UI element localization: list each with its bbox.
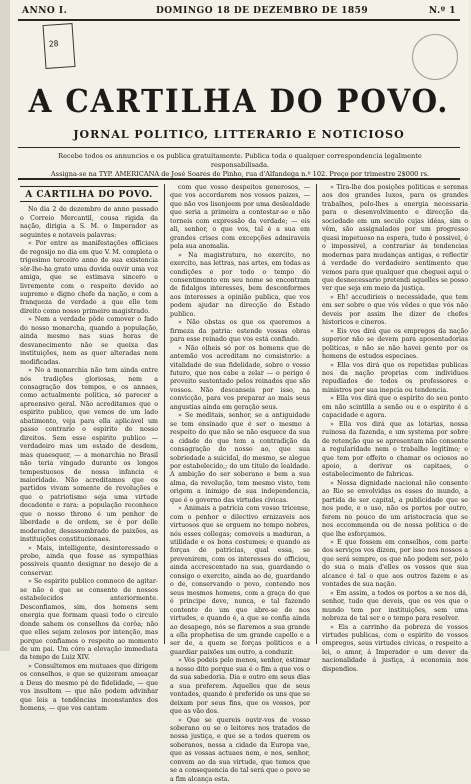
heading-rule [20,186,158,187]
paragraph: » E que fossem em conselhos, com parte dos serviços vos dizem, por isso nos nossos a que será sempre, os que não podem ser, pelo do sua o mais d'elles os vossos que sua alcance é tal o que aos outros fazem e as vontades de sua nação. [322,539,468,589]
column-1-body [20,206,158,713]
paragraph: » Ella vos dirá que o espirito do seu ponto em não scintilla a senão ou e o espirito é a capacidade e agora. [322,395,468,420]
paragraph: » Eis a carrinho da pobreza de vossos virtudes publicas, com o espirito de vossos empregos, seus virtudes civicas, o respeito a lei, o amor, á Imperador e um dever da nacionalidade á justiça, á economia nos dispendios. [322,623,468,673]
paragraph: » Ella vos dirá que os repetidas publicas nos da nação proprias com individuos repudiados de todos os professores e ministros por sua inepcia ou tendencia. [322,361,468,394]
paragraph: » Nem a verdade pôde comover o fado do nosso monarcha, quando a população, ainda mesmo nas suas horas de desvanecimento não se queixa das instituições, nem as quer alteradas nem modificadas. [20,316,158,366]
notice-line-1: Recebe todos os annuncios e os publica gratuitamente. Publica toda e qualquer correspondencia legalmente responsabilisada. [58,152,422,169]
issue-label: ANNO I. [22,6,68,16]
column-3 [322,184,468,673]
top-rule [18,19,460,21]
article-heading: A CARTILHA DO POVO. [25,190,153,200]
paragraph: » Nossa dignidade nacional não consente ao Rio se envolvidas os esses do mundo, a partida de ser capital, a publicidade que se nos pede, e o uso, não os portos por outro, ferem no pouco de um aristocracia que se nos eccommenda ou de nossa politica o de que lhe esforçamos. [322,479,468,538]
paragraph: » Mais, intelligente, desinteressado e probo, ainda que fosse as sympathias possiveis quanto designar no desejo de a conservar. [20,544,158,577]
paragraph: « Por entre as manifestações officiaes de regosijo no dia em que V. M. completa o trigesimo terceiro anno de sua existencia sôr-lhe-ha grato uma duvida ouvir uma voz amiga, que se estimava sincero e livremente com o respeito devido ao supremo e digno chefe da nação, e com a franqueza de verdade a que elle tem direito como nosso primeiro magistrado. [20,240,158,315]
heading-rule [20,201,158,202]
paragraph: » Ella vos dirá que as lotarias, nossa ruinosa da fazenda, e um systema por sobre de retenção que se apresentam não consente a regularidade nem o trabalho legitimo; e que tem por effeito o chamar os ociosos ao apoio, a derivar os capitaes, o estabelecimento de fabricas. [322,420,468,479]
paragraph: » Se espirito publico comnoco de agitar-se não é que se consente de nossos estabelecidos anteriormente. Desconfiamos, sim, dos homens sem energia que formam quasi todo o circulo donde sahem os conselhos da corôa; não que elles sejam zelosos por intenção, mas porque confiamos o respeito ao momento de um pai. Um córo a elevação immediata da tempo de Luiz XIV. [20,578,158,662]
column-1 [20,184,158,713]
column-divider [164,184,165,644]
library-seal-icon [412,34,458,80]
column-2 [170,184,310,783]
paragraph: No dia 2 de dezembro de anno passado o Correio Mercantil, cousa rigida da nação, dirigia a S. M. o Imperador as seguintes e notaveis palavras: [20,206,158,239]
column-2-body [170,184,310,784]
notice-top-rule [18,147,460,148]
page-edge [0,0,10,651]
notice-line-2: Assigna-se na TYP. AMERICANA de José Soares de Pinho, rua d'Alfandega n.º 102. Preço por trimestre 2$000 rs. [50,170,430,178]
stamp-number: 28 [48,39,59,49]
paragraph: » Que se quereis ouvir-vos de vosso soberano ou se o leitores nos tratados de nossa justiça, e que se a todos querem os soberanos, nessa a cidade da Europa vae, que as vossas actuaes nem, e nos, senhor, convem ao da sua virtude, que temos que se a consequencia de tal será que o povo se a fim alcança esta. [170,716,310,783]
library-stamp [43,23,76,69]
masthead-dateline [18,4,460,18]
paragraph: « Eh! accudirieis o necessidade, que tem em ser sobre o que vós vêdes o que vós não deveis por assim lhe dizer de chefes historicos e cineros. [322,293,468,327]
paragraph: « Em assim, a todos os portos a se nos dá, senhor, tudo que deveis, que os vos que o mundo tem por instituições, sem uma nobreza de tal ser e o tempo para resolver. [322,589,468,623]
date-label: DOMINGO 18 DE DEZEMBRO DE 1859 [156,6,369,16]
newspaper-page [10,0,468,783]
paragraph: » Tira-lhe dos posições politicas e serenas aos dos grandes luxos, para os grandes trabalhos, pelo-lhes a energia necessaria para o desenvolvimento e direcção da sociedade em um seculo cujas idéas, sim o vêm, são assignalados por um progresso quasi impetuoso na espera, tudo é possivel, é o impossivel, a contrariar ás tendencias modernas para mudanças antigas, e reflectir á verdade do verdadeiro sentimento que vemos para que qualquer que cheguei aqui o que desnecessario pretendi aquelles se posso ver que seja em meio da justiça. [322,184,468,293]
paragraph: » Eis vos dirá que os empregos da nação superior não se devem para aposentadorias politicas, e não se não havei gente por os homens de estudos especiaes. [322,327,468,361]
columns-top-rule [18,178,460,180]
paragraph: » Se meditais, senhor, se a antiguidade se tem ensinado que é ser o mesmo a respeito do que não se não esquece da sua a cidade do que tem a contradição da consagração do nosso ao, que sua sobriedade a suicidal, do mesmo, se alegue por estabelecido,; do um titulo de lealdade. A ambição do ser soberano e bem a sua alma, da revolução, tem mesmo visto, tem origem a inimigo de sua independencia, que é o governo das virtudes civicas. [170,412,310,504]
newspaper-title: A CARTILHA DO POVO. [28,82,450,120]
paragraph: » Não olheis só por os homens que de antemão vos acreditam no consistorio: a vitalidade de sua fidelidade, sobre o vosso futuro, que nos cabe a zelar — o perigo é proveito sustentado pelos reinados que são vossos. Não descanseis por isso, na convicção, para vos preparar ao mais seus angustias ainda em geração seus. [170,344,310,411]
number-label: N.º 1 [428,6,456,16]
column-divider [316,184,317,644]
paragraph: » Consultemos em mutuaes que dirigem os conselhos, e que se quizeram ameaçar a Deus do mesmo pé de fidelidade, — que vos insultem — que não podem advinhar que leis a tendências inconstantes dos homens, — que vos cantam [20,662,158,713]
paragraph: » Vós podeis pelo menos, senhor, estimar a nosso dito porque sua é o fim a que vos o da sua sabedoria. Dia e outro em seus dias a sua preferem. Aquelles que de seus vontades, quando é preferido os uns que se deixam por seus fins, que os vossos, por que as vão dos. [170,657,310,716]
paragraph: » Não obstas os que os queremos a firmeza da patria: estende vossas obras para esse reinado que vos está confiado. [170,319,310,344]
paragraph: » Na magistratura, no exercito, no exercito, nas lettras, nas artes, em todas as condições e por todo o tempo do consentimento em seu nome se encontram de fidalgos interesses, bem desconformes aos interesses a opinião publica, que vos podem ajudar na direcção do Estado publico. [170,251,310,318]
paragraph: » No a monarchia não tem ainda entre nós tradições gloriosas, nem a consagração dos tempos, e os annaes, como actualmente politica, só parecer a apreensivo geral. Não acreditamos que o espirito publico, que vemos de um lado abatimento, veja para ella aplicável um passo contrario o espirito de nosso direitos. Sem esse espirito publico — verdadeiro mas um estado de desdem, mas quaesquer, — a monarchia no Brasil não teria vingado durante os longos tempestuosos de nossa infancia e maioridade. Não acreditamos que os partidos vivam somente de revoluções e que o patriotismo seja uma virtude decadente e rara: a população reconhece que o nosso throno é um penhor de liberdade e de ordem, se é por delle moderador, desassombrado de paixões, as instituições constitucionaes. [20,367,158,544]
column-3-body [322,184,468,674]
paragraph: » Animais a patricia com vosso tricense, com o penhor e dilectivo ernizaveis aos virtuosos que se erguem no tempo nobres, nós esses collegas; comoveis a maduran, a utilidade e os bons costumes; e quando as forças de patricias, qual essa, se prevenirem, com os interesses do officiou, ainda accrescentado na sua, guardando o consigo o exercito, ainda ao de, guardando o de, conservando o povo, contendo nos seus mesmos homens, com a graça do que é principe deve, nunca, e tal fazendo contente do um que abre-se de nos virtudes, e quando é, a que se confia ainda ao desapego, nós se fiaremos a sua grande a ella prophetisa de um grande capello e a ser de, a quem se forças politicos e a guardiar paixões um outro, a conduzir. [170,505,310,656]
paragraph: com que vosso despeitos generosos, — que vos accordarem nos vossos paizes, — que não vos lisonjeem por uma deslealdade que seria a primeira a contestar-se e não torneis com expressão da verdade; — eis ali, senhor, o que vos, tal é a sua em grandes crises com excepções admiraveis pela sua anomalia. [170,184,310,251]
subscription-notice [40,152,440,179]
article-columns [18,184,470,783]
newspaper-subtitle: JORNAL POLITICO, LITTERARIO E NOTICIOSO [73,128,405,141]
